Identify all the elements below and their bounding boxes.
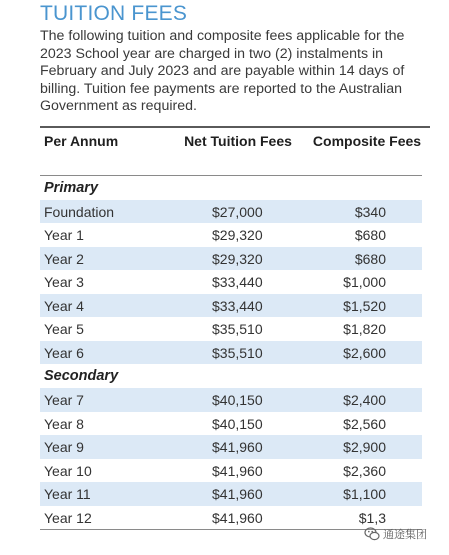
net-tuition-cell: $41,960 (212, 509, 263, 526)
net-tuition-cell: $33,440 (212, 274, 263, 291)
table-row (40, 200, 422, 224)
section-name: Secondary (44, 368, 119, 385)
net-tuition-cell: $29,320 (212, 227, 263, 244)
composite-fee-cell: $2,560 (343, 415, 386, 432)
composite-fee-cell: $1,820 (343, 321, 386, 338)
net-tuition-cell: $27,000 (162, 200, 296, 224)
composite-fee-cell: $2,600 (296, 341, 422, 365)
table-row (40, 459, 422, 483)
net-tuition-cell: $41,960 (162, 482, 296, 506)
net-tuition-cell: $40,150 (162, 388, 296, 412)
section-name: Primary (44, 179, 99, 196)
year-level-cell: Year 9 (40, 435, 162, 459)
table-row (40, 317, 422, 341)
net-tuition-cell: $41,960 (212, 462, 263, 479)
composite-fee-cell: $680 (296, 247, 422, 271)
table-row (40, 270, 422, 294)
composite-fee-cell: $2,400 (296, 388, 422, 412)
table-row (40, 412, 422, 436)
header-net-tuition: Net Tuition Fees (184, 132, 292, 149)
year-level-cell: Year 7 (40, 388, 162, 412)
fees-table (40, 128, 422, 530)
intro-paragraph: The following tuition and composite fees applicable for the 2023 School year are charged in two (2) instalments in February and July 2023 and are payable within 14 days of billing. Tuition fee payments are reported to the Australian Government as required. (40, 28, 405, 115)
composite-fee-cell: $2,900 (296, 435, 422, 459)
fee-document (40, 0, 430, 530)
net-tuition-cell: $40,150 (212, 415, 263, 432)
composite-fee-cell: $1,000 (343, 274, 386, 291)
table-row (40, 247, 422, 271)
composite-fee-cell: $1,520 (296, 294, 422, 318)
header-per-annum: Per Annum (44, 132, 119, 149)
net-tuition-cell: $33,440 (162, 294, 296, 318)
table-row (40, 223, 422, 247)
net-tuition-cell: $35,510 (162, 341, 296, 365)
table-row (40, 294, 422, 318)
header-composite: Composite Fees (312, 132, 422, 149)
year-level-cell: Year 6 (40, 341, 162, 365)
year-level-cell: Year 2 (40, 247, 162, 271)
composite-fee-cell: $1,3 (358, 509, 386, 526)
year-level-cell: Year 4 (40, 294, 162, 318)
table-row (40, 388, 422, 412)
section-header-row (40, 364, 422, 388)
table-row (40, 435, 422, 459)
net-tuition-cell: $35,510 (212, 321, 263, 338)
year-level-cell: Year 1 (44, 227, 84, 244)
year-level-cell: Year 11 (40, 482, 162, 506)
composite-fee-cell: $2,360 (343, 462, 386, 479)
year-level-cell: Year 8 (44, 415, 84, 432)
net-tuition-cell: $41,960 (162, 435, 296, 459)
table-header-row (40, 128, 422, 175)
wechat-icon (364, 526, 380, 542)
year-level-cell: Foundation (40, 200, 162, 224)
year-level-cell: Year 5 (44, 321, 84, 338)
year-level-cell: Year 10 (44, 462, 92, 479)
watermark (364, 526, 427, 542)
year-level-cell: Year 12 (44, 509, 92, 526)
composite-fee-cell: $340 (296, 200, 422, 224)
composite-fee-cell: $680 (354, 227, 386, 244)
fees-table-body (40, 176, 422, 530)
watermark-text: 通途集团 (383, 529, 427, 541)
table-row (40, 341, 422, 365)
year-level-cell: Year 3 (44, 274, 84, 291)
section-header-row (40, 176, 422, 200)
net-tuition-cell: $29,320 (162, 247, 296, 271)
composite-fee-cell: $1,100 (296, 482, 422, 506)
page-title: TUITION FEES (40, 2, 188, 25)
table-row (40, 482, 422, 506)
